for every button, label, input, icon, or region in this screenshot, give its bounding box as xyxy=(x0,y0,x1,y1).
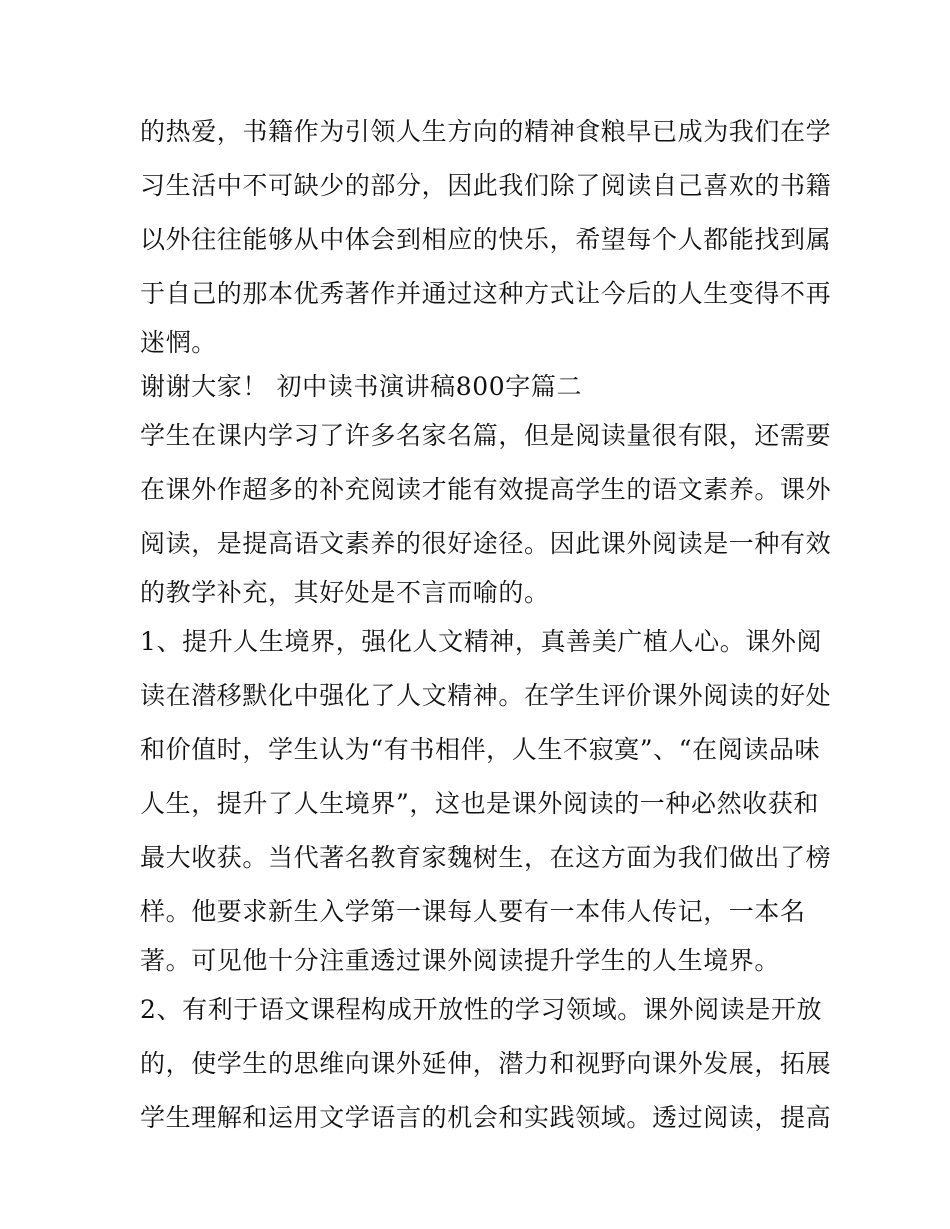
text-line-7: 学生在课内学习了许多名家名篇，但是阅读量很有限，还需要 xyxy=(140,421,832,450)
text-line-14: 人生，提升了人生境界”，这也是课外阅读的一种必然收获和 xyxy=(140,789,819,818)
text-line-5: 迷惘。 xyxy=(140,328,217,357)
text-line-19: 的，使学生的思维向课外延伸，潜力和视野向课外发展，拓展 xyxy=(140,1049,832,1078)
text-line-20: 学生理解和运用文学语言的机会和实践领域。透过阅读，提高 xyxy=(140,1103,832,1132)
text-line-4: 于自己的那本优秀著作并通过这种方式让今后的人生变得不再 xyxy=(140,279,832,308)
text-line-3: 以外往往能够从中体会到相应的快乐，希望每个人都能找到属 xyxy=(140,225,832,254)
text-line-12: 读在潜移默化中强化了人文精神。在学生评价课外阅读的好处 xyxy=(140,681,832,710)
text-line-16: 样。他要求新生入学第一课每人要有一本伟人传记，一本名 xyxy=(140,897,806,926)
text-line-9: 阅读，是提高语文素养的很好途径。因此课外阅读是一种有效 xyxy=(140,529,832,558)
text-line-10: 的教学补充，其好处是不言而喻的。 xyxy=(140,578,550,607)
text-line-11: 1、提升人生境界，强化人文精神，真善美广植人心。课外阅 xyxy=(140,627,823,656)
text-line-18: 2、有利于语文课程构成开放性的学习领域。课外阅读是开放 xyxy=(140,995,823,1024)
text-line-15: 最大收获。当代著名教育家魏树生，在这方面为我们做出了榜 xyxy=(140,843,832,872)
body-text xyxy=(140,105,832,1145)
text-line-1: 的热爱，书籍作为引领人生方向的精神食粮早已成为我们在学 xyxy=(140,117,832,146)
section-heading: 谢谢大家！ 初中读书演讲稿800字篇二 xyxy=(140,372,583,401)
text-line-17: 著。可见他十分注重透过课外阅读提升学生的人生境界。 xyxy=(140,946,781,975)
text-line-8: 在课外作超多的补充阅读才能有效提高学生的语文素养。课外 xyxy=(140,475,832,504)
text-line-13: 和价值时，学生认为“有书相伴，人生不寂寞”、“在阅读品味 xyxy=(140,735,821,764)
text-line-2: 习生活中不可缺少的部分，因此我们除了阅读自己喜欢的书籍 xyxy=(140,171,832,200)
